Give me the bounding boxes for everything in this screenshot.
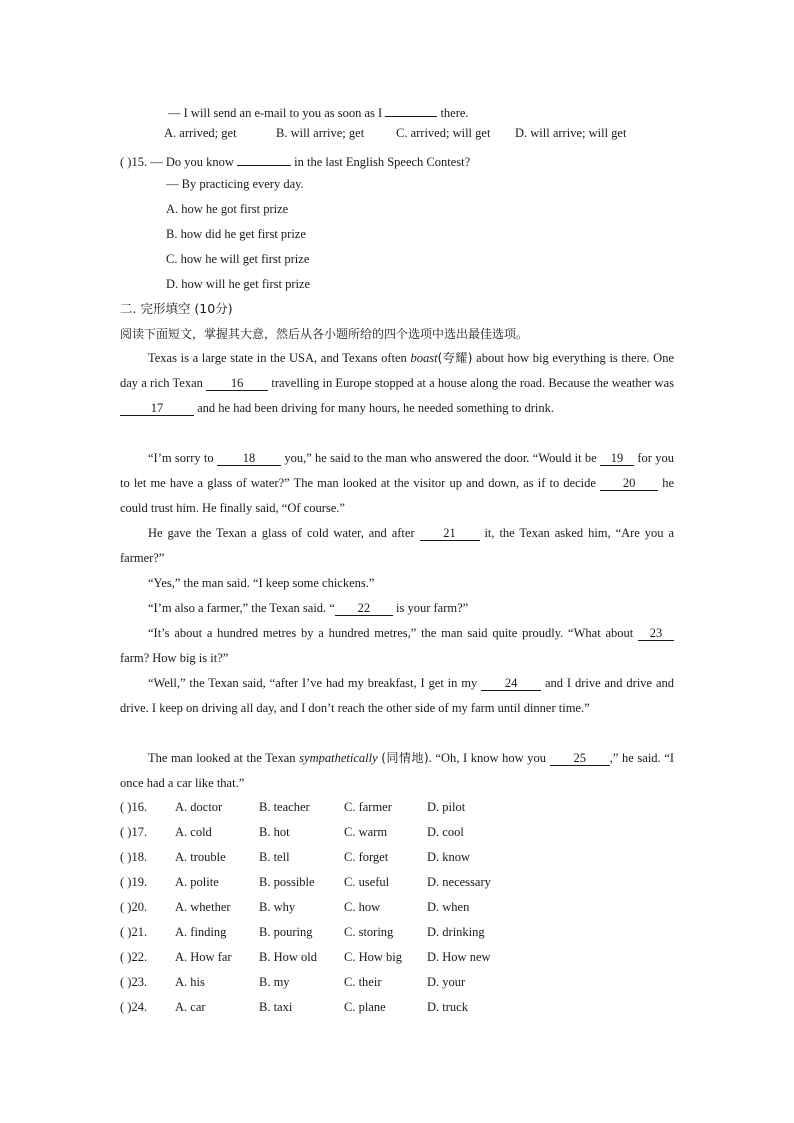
question-number: ( )21. bbox=[120, 925, 148, 939]
q15-stem-b: in the last English Speech Contest? bbox=[294, 155, 471, 169]
passage-paragraph-6 bbox=[120, 621, 674, 671]
question-option: B. teacher bbox=[259, 800, 310, 814]
question-option: D. drinking bbox=[427, 925, 485, 939]
question-option: D. know bbox=[427, 850, 471, 864]
q15-option-a: A. how he got first prize bbox=[166, 202, 289, 216]
question-number: ( )24. bbox=[120, 1000, 148, 1014]
question-option: D. truck bbox=[427, 1000, 468, 1014]
q14-stem bbox=[168, 102, 469, 121]
p5-text-b: is your farm?” bbox=[395, 601, 469, 615]
p2-text-b: you,” he said to the man who answered the door. “Would it be bbox=[284, 451, 597, 465]
p8-word-gloss: (同情地) bbox=[381, 751, 429, 765]
blank-23: 23 bbox=[638, 626, 674, 641]
question-number: ( )22. bbox=[120, 950, 148, 964]
question-number: ( )20. bbox=[120, 900, 148, 914]
blank-16: 16 bbox=[206, 376, 268, 391]
question-option: B. How old bbox=[259, 950, 317, 964]
question-option: B. tell bbox=[259, 850, 290, 864]
passage-paragraph-1 bbox=[120, 346, 674, 421]
p3-text-b: it, the Texan asked him, “Are you a farmer?” bbox=[120, 526, 674, 565]
q15-option-c: C. how he will get first prize bbox=[166, 252, 310, 266]
blank-18: 18 bbox=[217, 451, 281, 466]
question-option: C. forget bbox=[344, 850, 389, 864]
question-number: ( )17. bbox=[120, 825, 148, 839]
q14-option-c: C. arrived; will get bbox=[396, 126, 491, 140]
question-number: ( )16. bbox=[120, 800, 148, 814]
section-title: 二. 完形填空 (10分) bbox=[120, 301, 233, 316]
blank-19: 19 bbox=[600, 451, 634, 466]
question-option: B. possible bbox=[259, 875, 315, 889]
q15-reply: — By practicing every day. bbox=[166, 177, 304, 191]
question-option: A. his bbox=[175, 975, 205, 989]
question-option: A. trouble bbox=[175, 850, 226, 864]
q15-stem-a: — Do you know bbox=[150, 155, 234, 169]
question-option: C. warm bbox=[344, 825, 388, 839]
q14-blank bbox=[385, 102, 437, 117]
blank-22: 22 bbox=[335, 601, 393, 616]
p1-text-c: travelling in Europe stopped at a house along the road. Because the weather was bbox=[271, 376, 674, 390]
question-number: ( )19. bbox=[120, 875, 148, 889]
question-option: B. why bbox=[259, 900, 296, 914]
question-option: C. farmer bbox=[344, 800, 392, 814]
blank-17: 17 bbox=[120, 401, 194, 416]
question-option: C. storing bbox=[344, 925, 394, 939]
p8-sympathetically-word: sympathetically bbox=[299, 751, 378, 765]
question-option: B. hot bbox=[259, 825, 290, 839]
blank-20: 20 bbox=[600, 476, 658, 491]
question-option: A. whether bbox=[175, 900, 231, 914]
question-option: D. necessary bbox=[427, 875, 491, 889]
question-option: A. How far bbox=[175, 950, 232, 964]
question-option: C. How big bbox=[344, 950, 402, 964]
p1-text-d: and he had been driving for many hours, he needed something to drink. bbox=[197, 401, 554, 415]
passage-paragraph-2 bbox=[120, 446, 674, 521]
passage-paragraph-7 bbox=[120, 671, 674, 721]
q14-option-b: B. will arrive; get bbox=[276, 126, 365, 140]
blank-24: 24 bbox=[481, 676, 541, 691]
question-option: B. pouring bbox=[259, 925, 313, 939]
passage-paragraph-5 bbox=[120, 596, 674, 621]
question-option: A. finding bbox=[175, 925, 227, 939]
p7-text-a: “Well,” the Texan said, “after I’ve had my breakfast, I get in my bbox=[148, 676, 478, 690]
question-option: C. plane bbox=[344, 1000, 386, 1014]
section-instruction: 阅读下面短文，掌握其大意，然后从各小题所给的四个选项中选出最佳选项。 bbox=[120, 327, 529, 341]
question-option: C. useful bbox=[344, 875, 390, 889]
p8-text-a: The man looked at the Texan bbox=[148, 751, 296, 765]
question-option: C. how bbox=[344, 900, 381, 914]
question-number: ( )23. bbox=[120, 975, 148, 989]
question-option: D. when bbox=[427, 900, 470, 914]
q14-stem-b: there. bbox=[440, 106, 469, 120]
p1-boast-gloss: (夸耀) bbox=[437, 351, 473, 365]
question-number: ( )18. bbox=[120, 850, 148, 864]
p8-text-b: . “Oh, I know how you bbox=[428, 751, 547, 765]
p1-text-a: Texas is a large state in the USA, and Texans often bbox=[148, 351, 407, 365]
question-option: D. pilot bbox=[427, 800, 466, 814]
question-option: D. How new bbox=[427, 950, 491, 964]
passage-paragraph-8 bbox=[120, 746, 674, 796]
question-option: B. taxi bbox=[259, 1000, 293, 1014]
question-option: B. my bbox=[259, 975, 290, 989]
p2-text-a: “I’m sorry to bbox=[148, 451, 214, 465]
p7-text-b: and I drive and drive and drive. I keep on driving all day, and I don’t reach the other side of my farm until dinner time.” bbox=[120, 676, 675, 715]
question-option: A. doctor bbox=[175, 800, 223, 814]
p2-text-d: he could trust him. He finally said, “Of course.” bbox=[120, 476, 675, 515]
q15-stem bbox=[120, 151, 470, 170]
passage-paragraph-3 bbox=[120, 521, 674, 571]
q15-paren: ( )15. bbox=[120, 155, 148, 169]
q14-stem-a: — I will send an e-mail to you as soon as I bbox=[168, 106, 383, 120]
q14-option-d: D. will arrive; will get bbox=[515, 126, 627, 140]
q15-option-b: B. how did he get first prize bbox=[166, 227, 306, 241]
p5-text-a: “I’m also a farmer,” the Texan said. “ bbox=[148, 601, 335, 615]
question-option: A. cold bbox=[175, 825, 212, 839]
q14-option-a: A. arrived; get bbox=[164, 126, 237, 140]
passage-paragraph-4: “Yes,” the man said. “I keep some chickens.” bbox=[148, 576, 375, 590]
p3-text-a: He gave the Texan a glass of cold water, and after bbox=[148, 526, 415, 540]
p1-text-b: about how big everything is there. One day a rich Texan bbox=[120, 351, 674, 390]
p8-text-c: ,” he said. “I once had a car like that.” bbox=[120, 751, 675, 790]
question-option: A. car bbox=[175, 1000, 206, 1014]
p6-text-b: farm? How big is it?” bbox=[120, 651, 229, 665]
question-option: C. their bbox=[344, 975, 382, 989]
p1-boast-word: boast bbox=[410, 351, 438, 365]
question-option: D. your bbox=[427, 975, 466, 989]
p6-text-a: “It’s about a hundred metres by a hundred metres,” the man said quite proudly. “What about bbox=[148, 626, 634, 640]
q15-option-d: D. how will he get first prize bbox=[166, 277, 311, 291]
question-option: D. cool bbox=[427, 825, 464, 839]
blank-25: 25 bbox=[550, 751, 610, 766]
blank-21: 21 bbox=[420, 526, 480, 541]
question-option: A. polite bbox=[175, 875, 219, 889]
q15-blank bbox=[237, 151, 291, 166]
p2-text-c: for you to let me have a glass of water?” The man looked at the visitor up and down, as if to decide bbox=[120, 451, 675, 490]
